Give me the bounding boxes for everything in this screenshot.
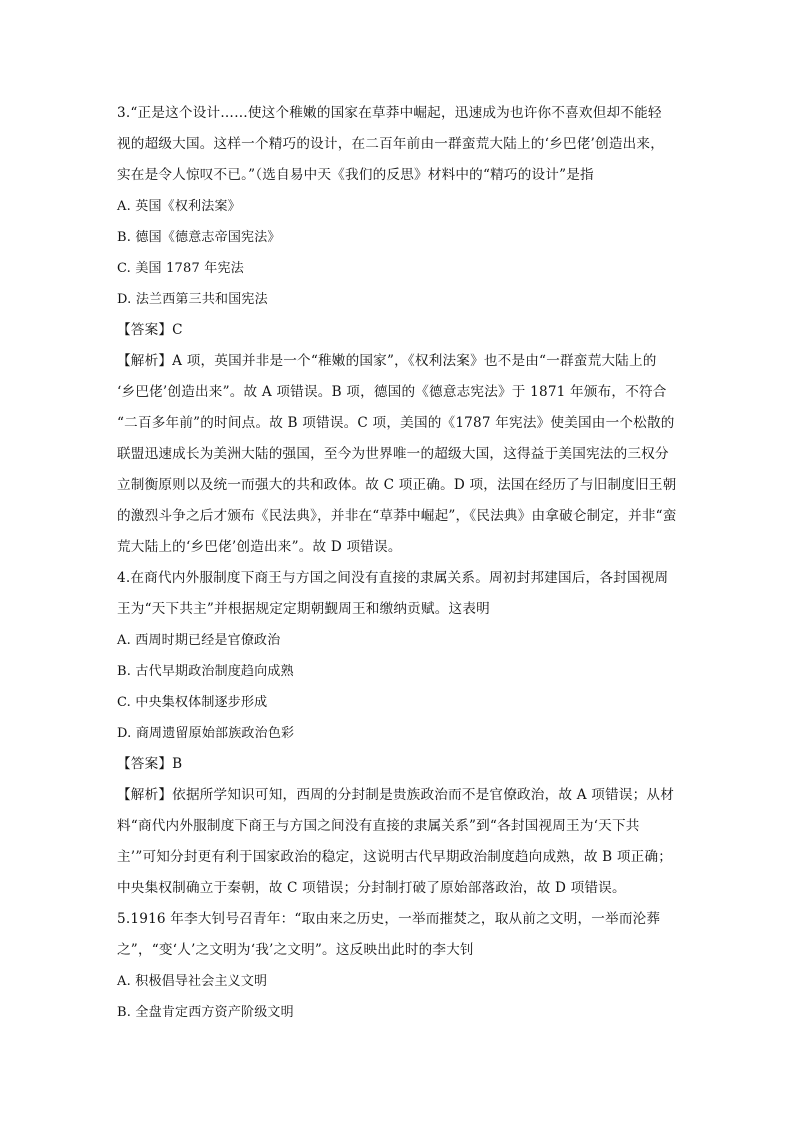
q3-analysis-line-3: “二百多年前”的时间点。故 B 项错误。C 项，美国的《1787 年宪法》使美国由一个松散的	[117, 415, 675, 431]
q5-option-a: A. 积极倡导社会主义文明	[117, 974, 268, 989]
q4-analysis-line-1: 【解析】依据所学知识可知，西周的分封制是贵族政治而不是官僚政治，故 A 项错误；从材	[117, 787, 675, 803]
q4-option-b: B. 古代早期政治制度趋向成熟	[117, 664, 294, 679]
q4-stem-line-1: 4.在商代内外服制度下商王与方国之间没有直接的隶属关系。周初封邦建国后，各封国视周	[117, 570, 669, 586]
q3-option-c: C. 美国 1787 年宪法	[117, 261, 244, 276]
q5-stem-line-1: 5.1916 年李大钊号召青年：“取由来之历史，一举而摧焚之，取从前之文明，一举而沦葬	[117, 911, 661, 927]
q3-stem-line-3: 实在是令人惊叹不已。”（选自易中天《我们的反思》材料中的“精巧的设计”是指	[117, 167, 594, 183]
q4-option-a: A. 西周时期已经是官僚政治	[117, 633, 281, 648]
q3-stem-line-2: 视的超级大国。这样一个精巧的设计，在二百年前由一群蛮荒大陆上的‘乡巴佬’创造出来，	[117, 136, 664, 152]
q3-analysis-line-7: 荒大陆上的‘乡巴佬’创造出来”。故 D 项错误。	[117, 539, 402, 555]
q3-analysis-line-4: 联盟迅速成长为美洲大陆的强国，至今为世界唯一的超级大国，这得益于美国宪法的三权分	[117, 446, 669, 462]
q3-analysis-line-1: 【解析】A 项，英国并非是一个“稚嫩的国家”，《权利法案》也不是由“一群蛮荒大陆上的	[117, 353, 657, 369]
q3-analysis-line-2: ‘乡巴佬’创造出来”。故 A 项错误。B 项，德国的《德意志宪法》于 1871 年颁布，不符合	[117, 384, 667, 400]
q5-stem-line-2: 之”，“变‘人’之文明为‘我’之文明”。这反映出此时的李大钊	[117, 942, 474, 958]
q3-answer: 【答案】C	[117, 322, 183, 338]
q4-analysis-line-2: 料“商代内外服制度下商王与方国之间没有直接的隶属关系”到“各封国视周王为‘天下共	[117, 818, 640, 834]
q4-option-d: D. 商周遗留原始部族政治色彩	[117, 726, 295, 741]
q3-option-d: D. 法兰西第三共和国宪法	[117, 292, 268, 307]
q3-option-b: B. 德国《德意志帝国宪法》	[117, 230, 281, 245]
document-page	[117, 98, 677, 1028]
q3-analysis-line-6: 的激烈斗争之后才颁布《民法典》，并非在“草莽中崛起”，《民法典》由拿破仑制定，并非“蛮	[117, 508, 677, 524]
q4-analysis-line-3: 主’”可知分封更有利于国家政治的稳定，这说明古代早期政治制度趋向成熟，故 B 项正确；	[117, 849, 673, 865]
q4-analysis-line-4: 中央集权制确立于秦朝，故 C 项错误；分封制打破了原始部落政治，故 D 项错误。	[117, 880, 626, 896]
q5-option-b: B. 全盘肯定西方资产阶级文明	[117, 1005, 294, 1020]
q4-option-c: C. 中央集权体制逐步形成	[117, 695, 268, 710]
q4-stem-line-2: 王为“天下共主”并根据规定定期朝觐周王和缴纳贡赋。这表明	[117, 601, 490, 617]
q3-stem-line-1: 3.“正是这个设计……使这个稚嫩的国家在草莽中崛起，迅速成为也许你不喜欢但却不能轻	[117, 105, 662, 121]
q3-option-a: A. 英国《权利法案》	[117, 199, 241, 214]
q4-answer: 【答案】B	[117, 756, 183, 772]
q3-analysis-line-5: 立制衡原则以及统一而强大的共和政体。故 C 项正确。D 项，法国在经历了与旧制度旧王朝	[117, 477, 677, 493]
